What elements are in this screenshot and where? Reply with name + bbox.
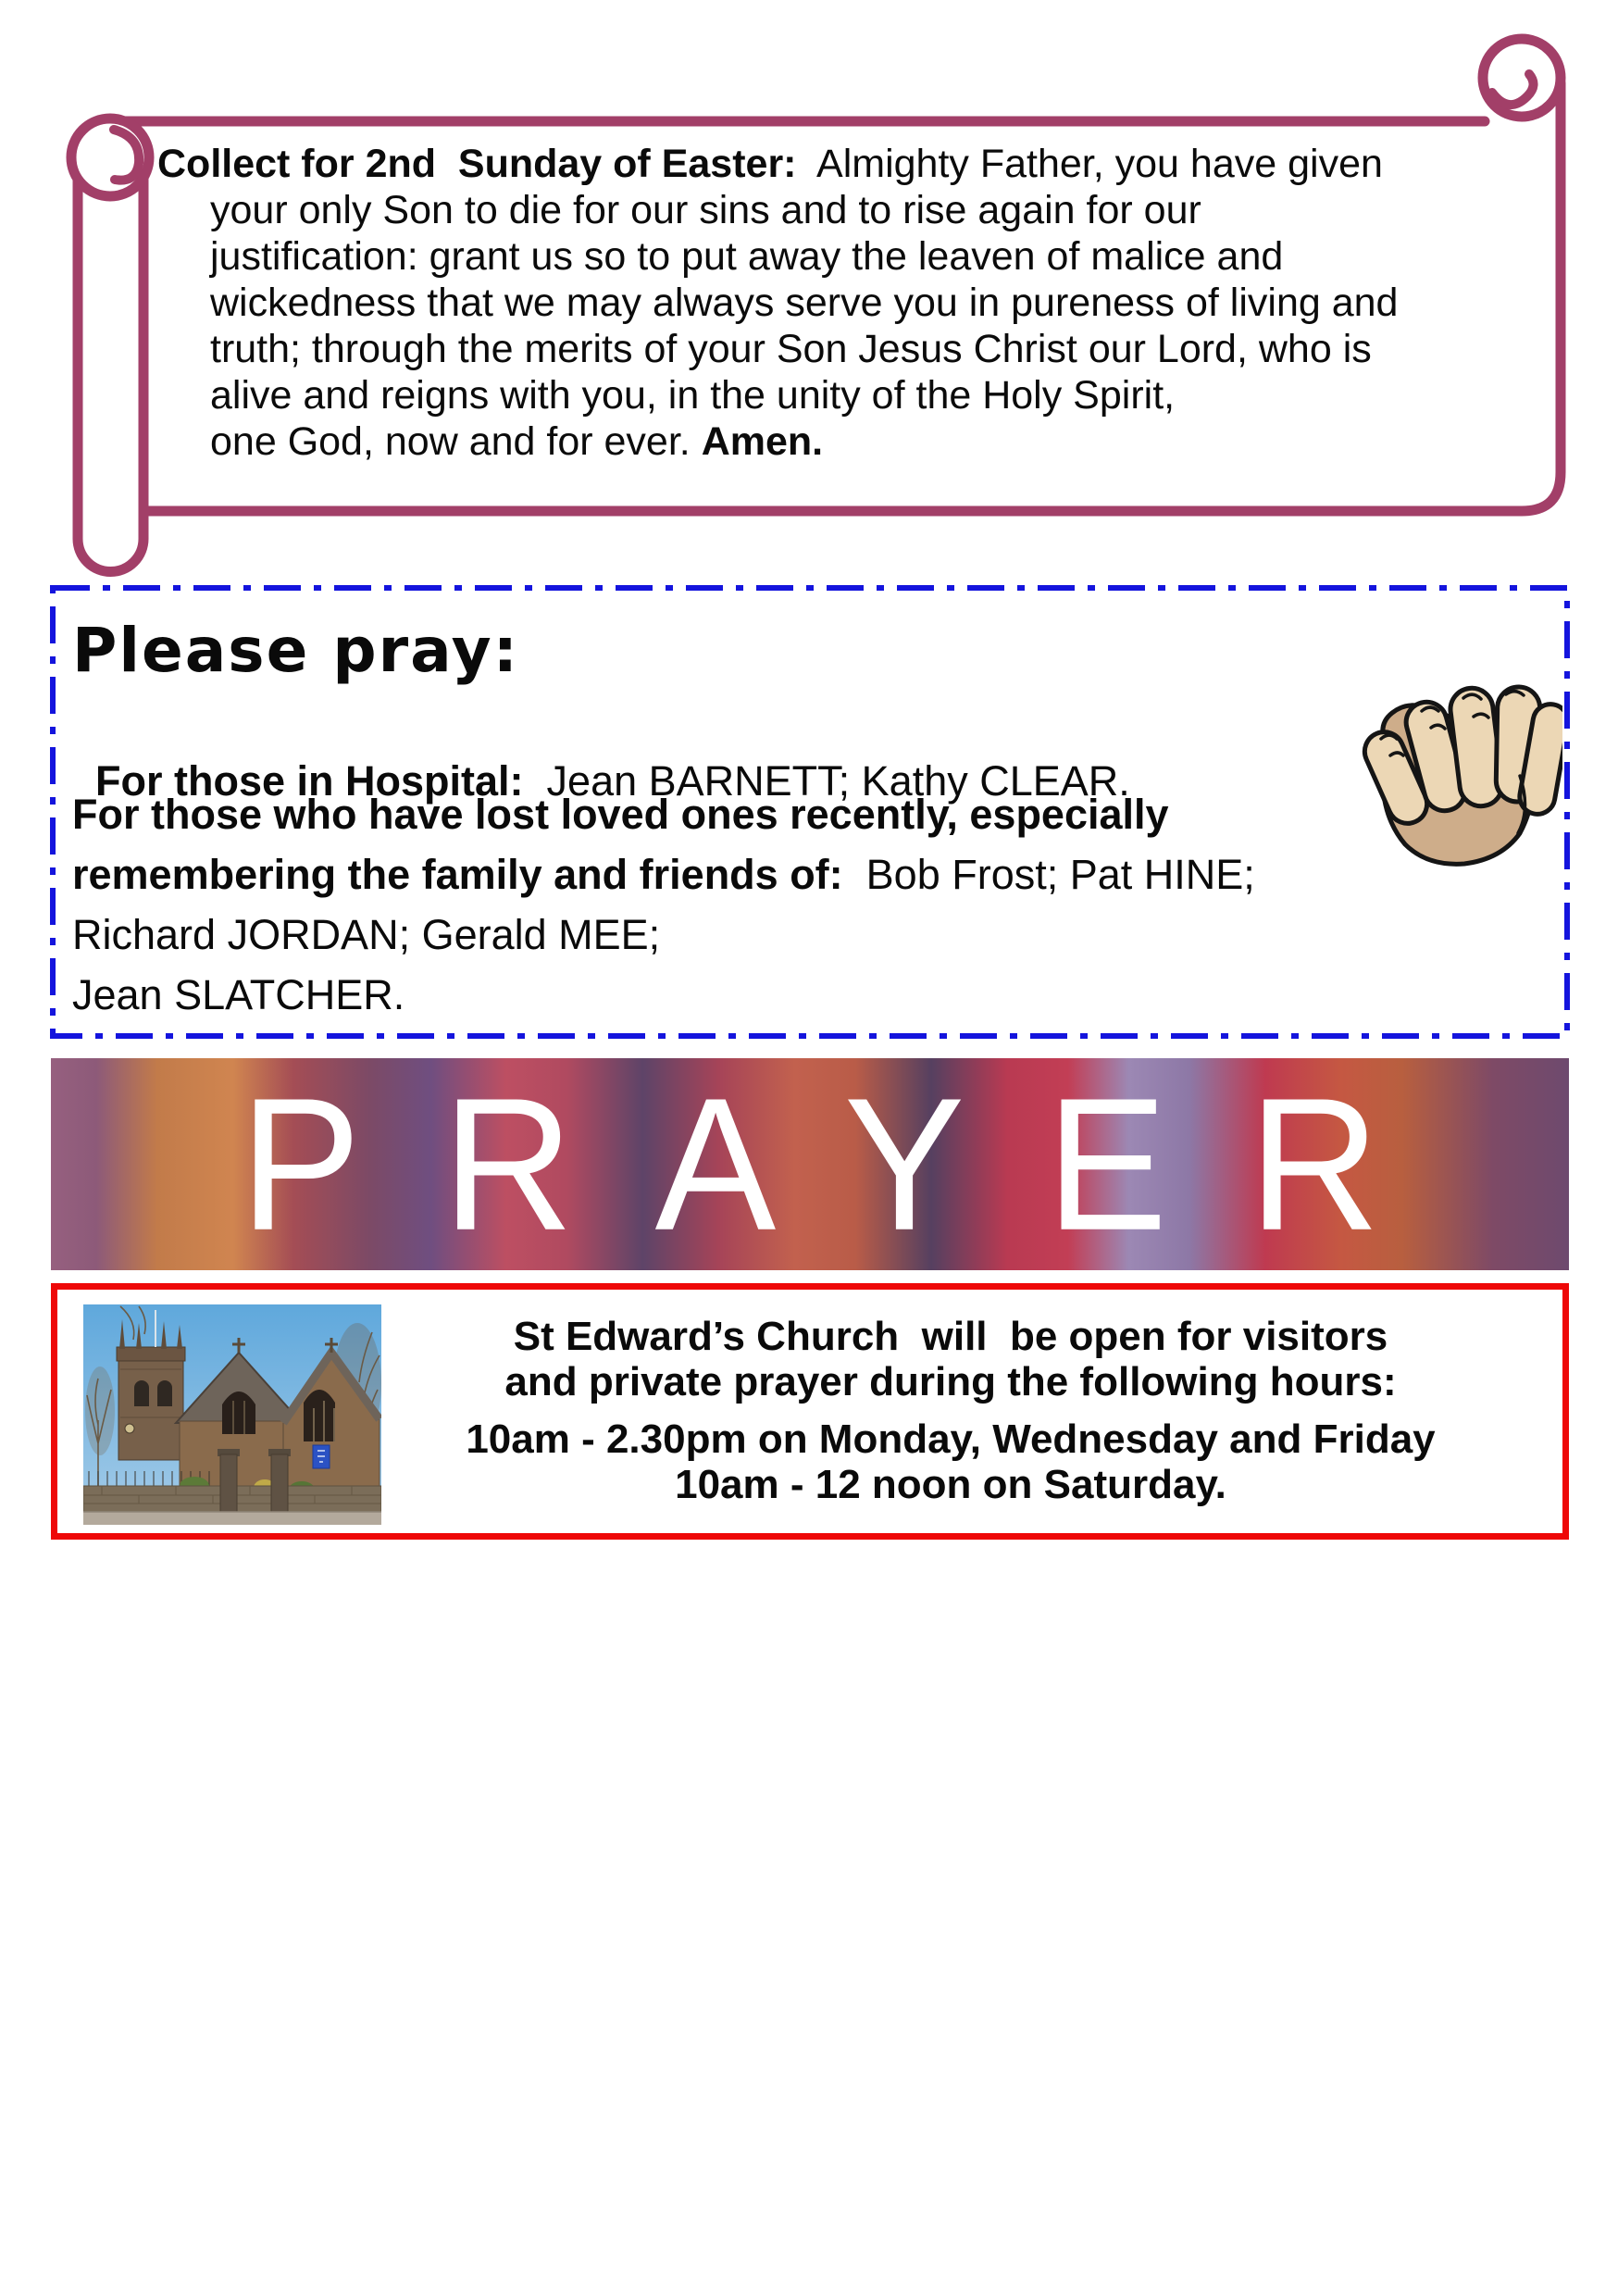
church-hours-line: 10am - 2.30pm on Monday, Wednesday and Friday [466,1416,1436,1462]
pray-line: Richard JORDAN; Gerald MEE; [72,911,661,958]
collect-line: wickedness that we may always serve you in pureness of living and [210,281,1399,325]
collect-line: justification: grant us so to put away the leaven of malice and [210,234,1284,279]
church-hours-text [381,1314,1520,1507]
church-hours-line: 10am - 12 noon on Saturday. [675,1462,1226,1507]
pray-line: For those who have lost loved ones recently, especially [72,791,1169,838]
pray-line: Jean SLATCHER. [72,971,405,1018]
pray-line: remembering the family and friends of: Bob Frost; Pat HINE; [72,851,1255,898]
collect-line: Collect for 2nd Sunday of Easter: Almighty Father, you have given [157,142,1383,186]
church-hours-line: and private prayer during the following hours: [504,1359,1397,1404]
please-pray-heading: Please pray: [72,615,520,686]
collect-line: truth; through the merits of your Son Jesus Christ our Lord, who is [210,327,1372,371]
prayer-banner [51,1058,1569,1270]
collect-line: alive and reigns with you, in the unity of the Holy Spirit, [210,373,1176,418]
collect-line: one God, now and for ever. Amen. [210,419,824,464]
bereaved-prayer-paragraph [72,784,1255,1025]
church-hours-box [51,1283,1569,1540]
hospital-names: Jean BARNETT; Kathy CLEAR. [523,757,1130,805]
scroll-left-roll [78,159,143,571]
collect-prayer-text [157,141,1555,465]
collect-line: your only Son to die for our sins and to rise again for our [210,188,1201,232]
church-photo [83,1304,381,1525]
praying-hands-icon [1338,637,1562,870]
church-hours-line: St Edward’s Church will be open for visitors [513,1314,1388,1359]
prayer-banner-title: PRAYER [240,1058,1462,1270]
hospital-label: For those in Hospital: [95,757,524,805]
